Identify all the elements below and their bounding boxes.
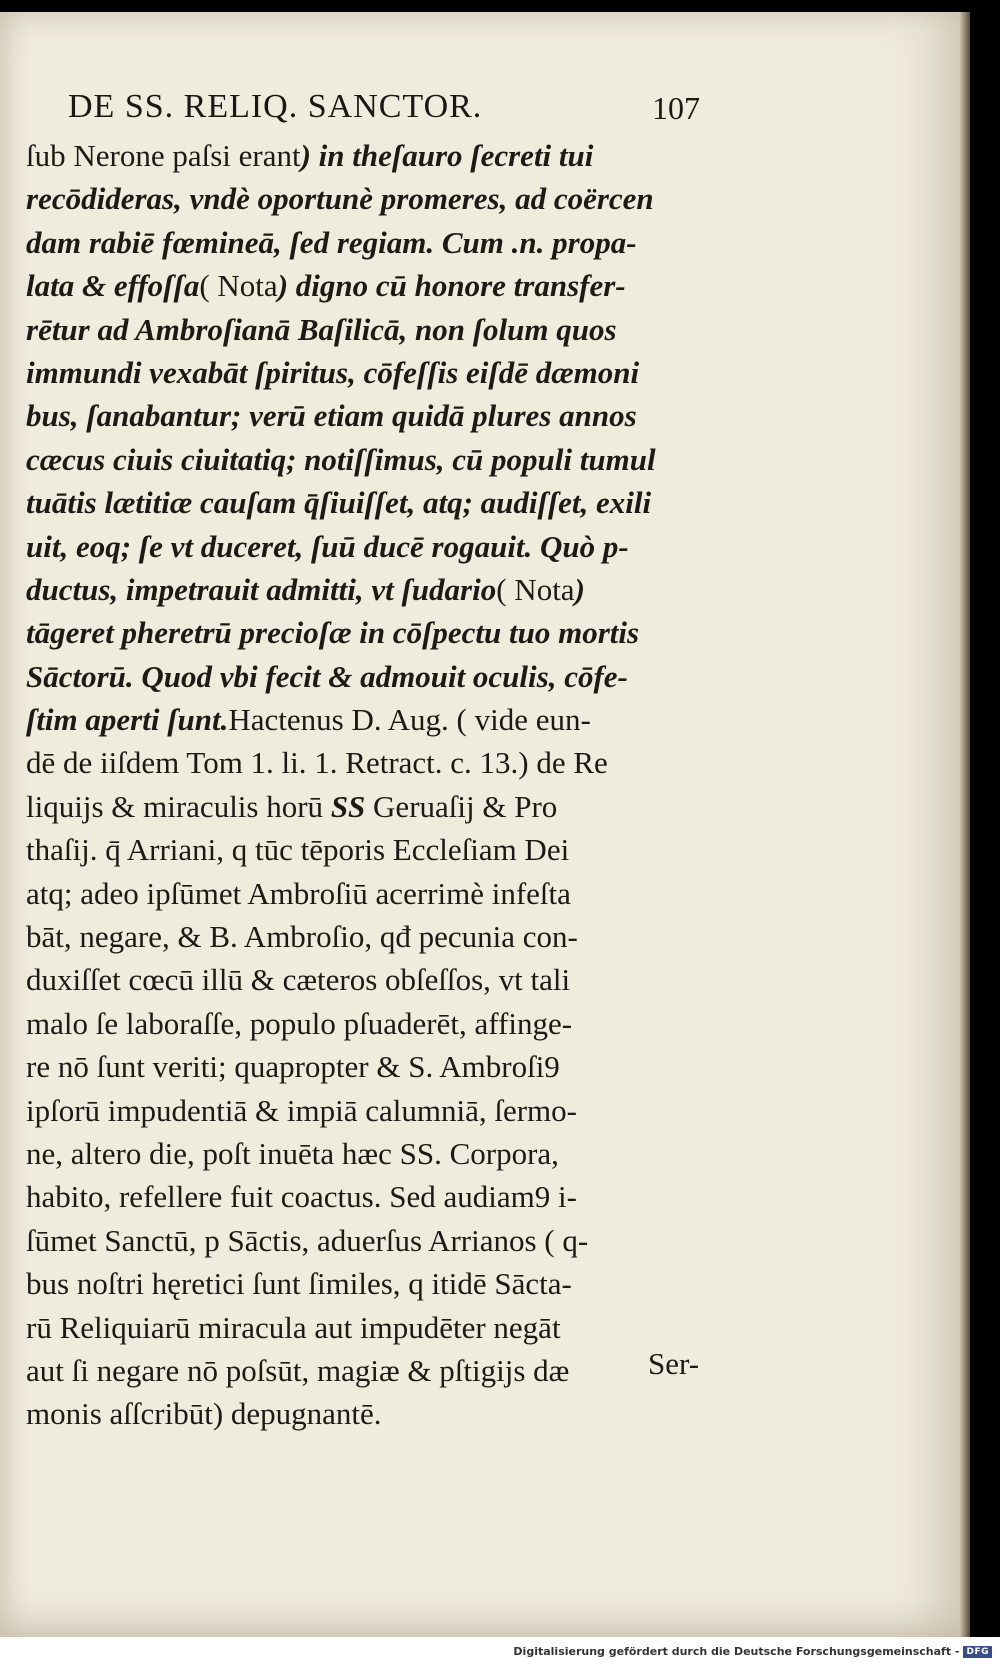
running-title: DE SS. RELIQ. SANCTOR. (68, 88, 483, 125)
text-segment: rū Reliquiarū miracula aut impudēter negāt (26, 1309, 561, 1345)
text-line (26, 481, 716, 524)
text-line (26, 1089, 716, 1132)
text-segment: malo ſe laboraſſe, populo pſuaderēt, affinge- (26, 1005, 573, 1041)
text-segment: tuātis lætitiæ cauſam q̄ſiuiſſet, atq; audiſſet, exili (26, 485, 652, 521)
text-line (26, 134, 716, 177)
text-segment: thaſij. q̄ Arriani, q tūc tēporis Eccleſiam Dei (26, 832, 570, 868)
text-segment: lata & effoſſa (26, 268, 200, 304)
dfg-logo-icon: DFG (963, 1646, 992, 1658)
text-segment: duxiſſet cœcū illū & cæteros obſeſſos, vt tali (26, 962, 571, 998)
text-line (26, 568, 716, 611)
text-segment: immundi vexabāt ſpiritus, cōfeſſis eiſdē dæmoni (26, 354, 640, 390)
text-segment: SS (330, 788, 366, 824)
text-segment: bus noſtri hęretici ſunt ſimiles, q itidē Sācta- (26, 1266, 572, 1302)
text-line (26, 177, 716, 220)
text-line (26, 611, 716, 654)
text-line (26, 264, 716, 307)
text-segment: aut ſi negare nō poſsūt, magiæ & pſtigijs dæ (26, 1352, 570, 1388)
text-segment: monis aſſcribūt) depugnantē. (26, 1396, 382, 1432)
text-segment: dam rabiē fœmineā, ſed regiam. Cum .n. propa- (26, 224, 637, 260)
funding-text: Digitalisierung gefördert durch die Deutsche Forschungsgemeinschaft - (513, 1645, 960, 1658)
text-segment: ) digno cū honore transfer- (277, 268, 626, 304)
page-number: 107 (652, 90, 700, 126)
text-line (26, 394, 716, 437)
page-edge (960, 12, 970, 1637)
text-line (26, 221, 716, 264)
text-line (26, 1132, 716, 1175)
text-segment: ( Nota (199, 268, 278, 304)
text-segment: Geruaſij & Pro (365, 788, 558, 824)
text-segment: ſub Nerone paſsi erant (26, 138, 301, 173)
text-line (26, 698, 716, 741)
text-line (26, 828, 716, 871)
text-line (26, 958, 716, 1001)
text-segment: liquijs & miraculis horū (26, 788, 331, 824)
funding-notice (513, 1645, 992, 1658)
text-line (26, 1002, 716, 1045)
text-segment: ne, altero die, poſt inuēta hæc SS. Corpora, (26, 1135, 559, 1171)
text-segment: habito, refellere fuit coactus. Sed audiam9 i- (26, 1179, 577, 1215)
text-line (26, 1349, 716, 1392)
text-line (26, 351, 716, 394)
text-segment: re nō ſunt veriti; quapropter & S. Ambroſi9 (26, 1049, 560, 1085)
text-segment: Hactenus D. Aug. ( vide eun- (228, 702, 591, 738)
text-line (26, 1392, 716, 1435)
text-segment: rētur ad Ambroſianā Baſilicā, non ſolum quos (26, 311, 617, 347)
text-line (26, 785, 716, 828)
text-segment: cæcus ciuis ciuitatiq; notiſſimus, cū populi tumul (26, 441, 656, 477)
text-segment: ) (574, 571, 585, 607)
text-segment: tāgeret pheretrū precioſæ in cōſpectu tuo mortis (26, 615, 640, 651)
text-line (26, 872, 716, 915)
text-segment: ſtim aperti ſunt. (26, 702, 229, 738)
text-line (26, 915, 716, 958)
text-line (26, 741, 716, 784)
text-segment: bus, ſanabantur; verū etiam quidā plures annos (26, 398, 637, 434)
text-segment: ipſorū impudentiā & impiā calumniā, ſermo- (26, 1092, 577, 1128)
text-segment: ſūmet Sanctū, p Sāctis, aduerſus Arrianos ( q- (26, 1222, 589, 1258)
text-line (26, 1175, 716, 1218)
body-text (26, 134, 716, 1436)
text-segment: bāt, negare, & B. Ambroſio, qđ pecunia con- (26, 919, 578, 955)
text-segment: uit, eoq; ſe vt duceret, ſuū ducē rogauit. Quò p- (26, 528, 629, 564)
text-segment: ) in theſauro ſecreti tui (300, 138, 594, 173)
text-line (26, 525, 716, 568)
catchword: Ser- (648, 1346, 700, 1381)
text-line (26, 1262, 716, 1305)
text-segment: atq; adeo ipſūmet Ambroſiū acerrimè infeſta (26, 875, 571, 911)
text-line (26, 655, 716, 698)
text-segment: Sāctorū. Quod vbi fecit & admouit oculis, cōfe- (26, 658, 628, 694)
text-segment: dē de iiſdem Tom 1. li. 1. Retract. c. 13.) de Re (26, 745, 608, 781)
text-segment: ductus, impetrauit admitti, vt ſudario (26, 571, 497, 607)
text-line (26, 1219, 716, 1262)
text-line (26, 308, 716, 351)
text-segment: ( Nota (496, 571, 575, 607)
text-line (26, 1306, 716, 1349)
text-line (26, 438, 716, 481)
text-segment: recōdideras, vndè oportunè promeres, ad coërcen (26, 181, 654, 217)
text-line (26, 1045, 716, 1088)
footer-strip (0, 1637, 1000, 1663)
